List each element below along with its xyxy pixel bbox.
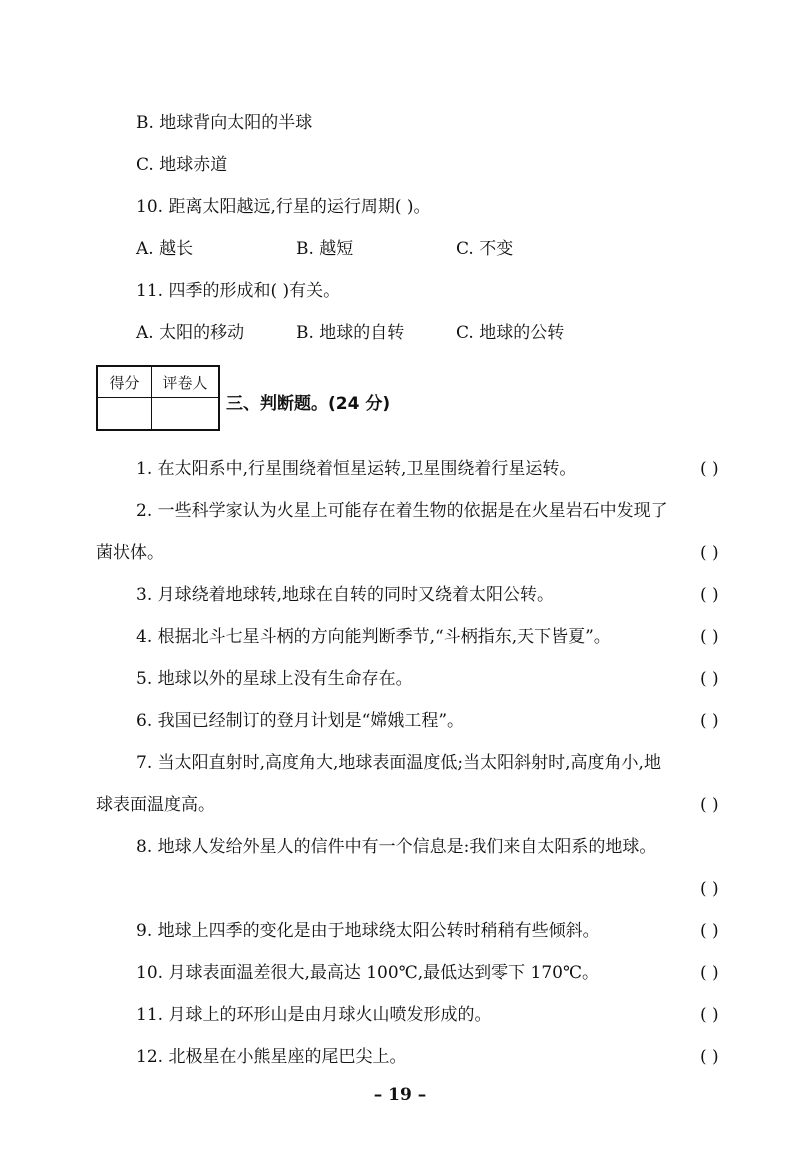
judgment-text: 12. 北极星在小熊星座的尾巴尖上。: [136, 1047, 407, 1067]
answer-blank[interactable]: ( ): [700, 459, 719, 479]
judgment-item: [0, 454, 800, 484]
score-header: 得分: [97, 366, 152, 398]
question-stem: 11. 四季的形成和( )有关。: [136, 281, 341, 301]
judgment-text: 8. 地球人发给外星人的信件中有一个信息是:我们来自太阳系的地球。: [136, 837, 657, 857]
judgment-item-continued: [0, 538, 800, 568]
judgment-item: [0, 622, 800, 652]
option-c: C. 地球的公转: [456, 323, 565, 343]
judgment-item: [0, 1042, 800, 1072]
answer-blank[interactable]: ( ): [700, 879, 719, 899]
judgment-item: [0, 832, 800, 862]
question-11: [0, 276, 800, 306]
judgment-text: 5. 地球以外的星球上没有生命存在。: [136, 669, 413, 689]
page-number: – 19 –: [373, 1085, 427, 1105]
score-table: [96, 365, 220, 431]
judgment-item: [0, 706, 800, 736]
judgment-item: [0, 748, 800, 778]
judgment-item: [0, 580, 800, 610]
option-c: C. 不变: [456, 239, 514, 259]
judgment-item: [0, 958, 800, 988]
option-a: A. 太阳的移动: [136, 323, 245, 343]
judgment-text: 2. 一些科学家认为火星上可能存在着生物的依据是在火星岩石中发现了: [136, 501, 668, 521]
question-11-options: [0, 318, 800, 348]
option-b: B. 地球的自转: [296, 323, 405, 343]
judgment-text-continued: 球表面温度高。: [96, 795, 215, 815]
judgment-text: 1. 在太阳系中,行星围绕着恒星运转,卫星围绕着行星运转。: [136, 459, 577, 479]
judgment-item: [0, 664, 800, 694]
section-title: 三、判断题。(24 分): [226, 394, 391, 414]
judgment-item: [0, 916, 800, 946]
judgment-text: 7. 当太阳直射时,高度角大,地球表面温度低;当太阳斜射时,高度角小,地: [136, 753, 661, 773]
judgment-item: [0, 1000, 800, 1030]
judgment-text: 9. 地球上四季的变化是由于地球绕太阳公转时稍稍有些倾斜。: [136, 921, 600, 941]
judgment-text-continued: 菌状体。: [96, 543, 164, 563]
grader-cell[interactable]: [152, 398, 220, 431]
score-cell[interactable]: [97, 398, 152, 431]
judgment-item-continued: [0, 790, 800, 820]
judgment-text: 4. 根据北斗七星斗柄的方向能判断季节,“斗柄指东,天下皆夏”。: [136, 627, 611, 647]
answer-blank[interactable]: ( ): [700, 1005, 719, 1025]
question-10: [0, 192, 800, 222]
judgment-item-continued: [0, 874, 800, 904]
option-b-line: [0, 108, 800, 138]
option-b: B. 越短: [296, 239, 354, 259]
answer-blank[interactable]: ( ): [700, 669, 719, 689]
answer-blank[interactable]: ( ): [700, 921, 719, 941]
judgment-text: 10. 月球表面温差很大,最高达 100℃,最低达到零下 170℃。: [136, 963, 599, 983]
judgment-item: [0, 496, 800, 526]
answer-blank[interactable]: ( ): [700, 585, 719, 605]
answer-blank[interactable]: ( ): [700, 963, 719, 983]
option-a: A. 越长: [136, 239, 194, 259]
option-text: B. 地球背向太阳的半球: [136, 113, 313, 133]
judgment-text: 3. 月球绕着地球转,地球在自转的同时又绕着太阳公转。: [136, 585, 555, 605]
grader-header: 评卷人: [152, 366, 220, 398]
answer-blank[interactable]: ( ): [700, 543, 719, 563]
judgment-text: 6. 我国已经制订的登月计划是“嫦娥工程”。: [136, 711, 465, 731]
judgment-text: 11. 月球上的环形山是由月球火山喷发形成的。: [136, 1005, 492, 1025]
answer-blank[interactable]: ( ): [700, 1047, 719, 1067]
option-c-line: [0, 150, 800, 180]
answer-blank[interactable]: ( ): [700, 627, 719, 647]
answer-blank[interactable]: ( ): [700, 711, 719, 731]
question-stem: 10. 距离太阳越远,行星的运行周期( )。: [136, 197, 431, 217]
answer-blank[interactable]: ( ): [700, 795, 719, 815]
question-10-options: [0, 234, 800, 264]
option-text: C. 地球赤道: [136, 155, 228, 175]
